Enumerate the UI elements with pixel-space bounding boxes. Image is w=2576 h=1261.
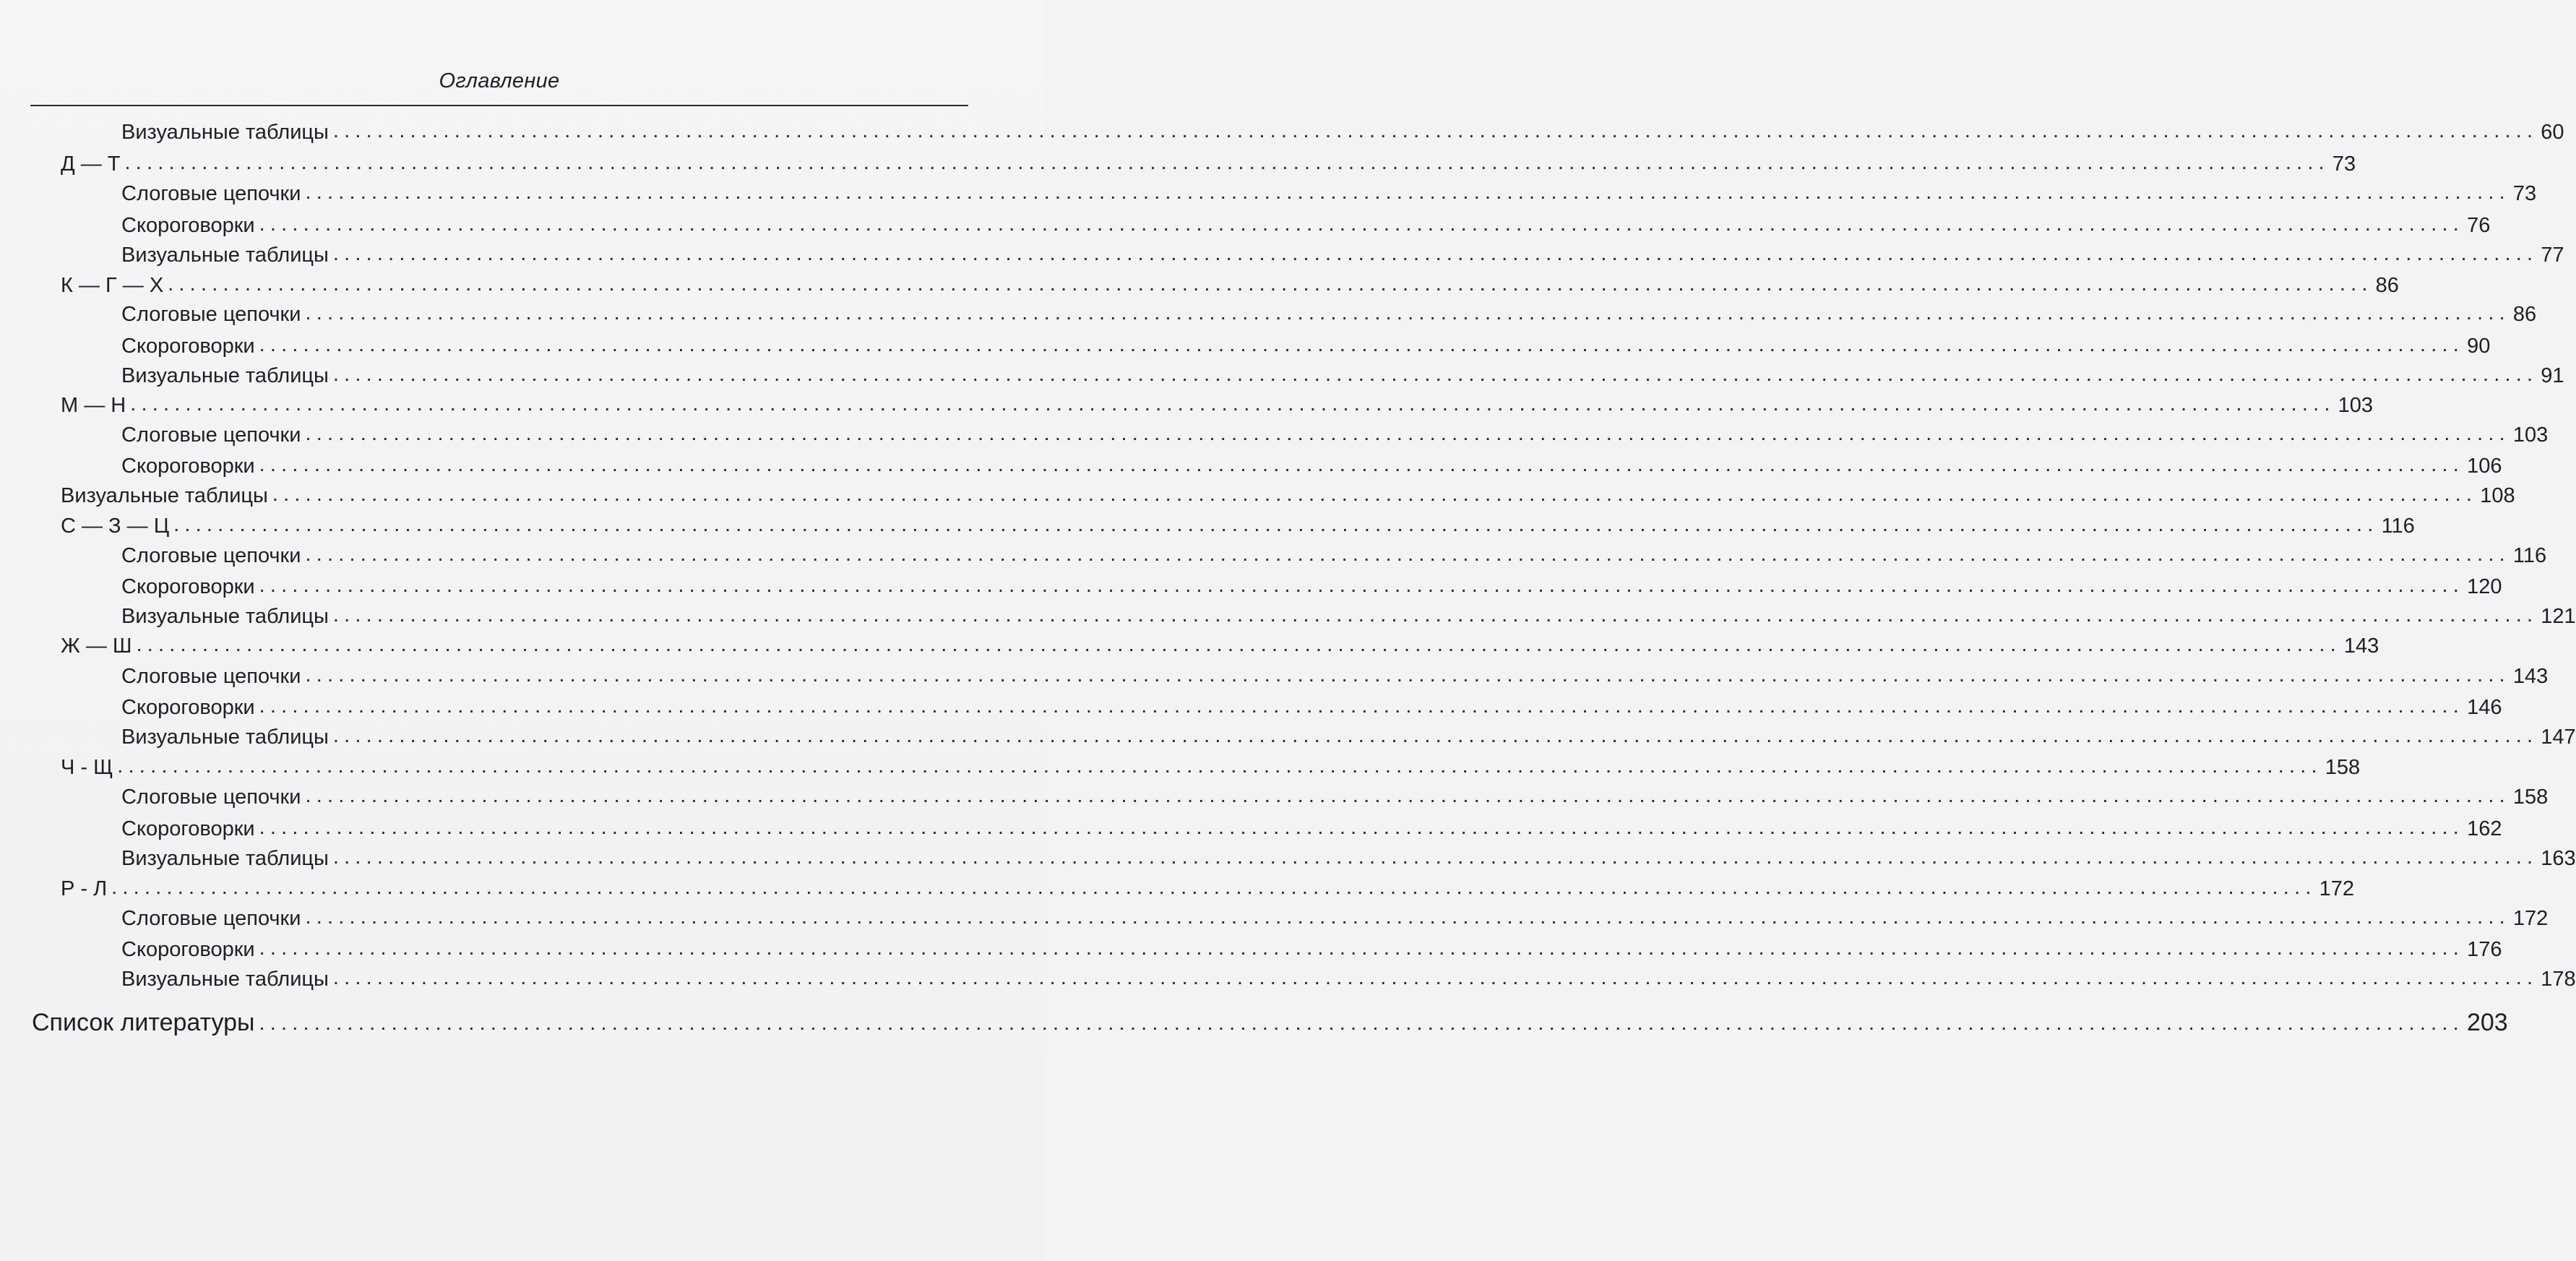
dot-leader: ........................................................................................................................................................................................................ (259, 453, 2465, 476)
toc-entry-label: Список литературы (32, 1009, 255, 1036)
toc-entry-page-number: 178 (2541, 968, 2576, 991)
dot-leader: ........................................................................................................................................................................................................ (305, 543, 2510, 566)
toc-entry-label: Скороговорки (121, 455, 255, 478)
dot-leader: ........................................................................................................................................................................................................ (332, 242, 2538, 265)
toc-entry-label: С — З — Ц (61, 515, 170, 538)
toc-entry-page-number: 172 (2512, 907, 2549, 930)
toc-entry-page-number: 176 (2467, 938, 2502, 961)
header-rule (30, 105, 968, 106)
toc-entry-label: Слоговые цепочки (121, 786, 301, 809)
toc-entry-page-number: 120 (2467, 575, 2502, 598)
toc-entry-label: Скороговорки (121, 575, 255, 598)
toc-entry (0, 718, 2576, 749)
toc-entry-label: Визуальные таблицы (121, 121, 329, 144)
toc-entry-page-number: 106 (2467, 455, 2502, 478)
dot-leader: ........................................................................................................................................................................................................ (332, 724, 2538, 747)
toc-entry-page-number: 73 (2512, 182, 2537, 205)
toc-entry-label: Слоговые цепочки (121, 182, 301, 205)
dot-leader: ........................................................................................................................................................................................................ (272, 483, 2478, 506)
toc-entry (0, 930, 2502, 962)
toc-entry (0, 356, 2564, 388)
toc-entry-page-number: 158 (2512, 786, 2549, 809)
dot-leader: ........................................................................................................................................................................................................ (259, 212, 2465, 236)
toc-entry-page-number: 158 (2325, 756, 2361, 779)
toc-entry-page-number: 60 (2541, 121, 2564, 144)
toc-entry (0, 869, 2354, 901)
dot-leader: ........................................................................................................................................................................................................ (168, 272, 2373, 296)
toc-entry-page-number: 163 (2541, 847, 2576, 870)
toc-entry (0, 536, 2547, 568)
toc-entry-page-number: 73 (2332, 152, 2356, 176)
toc-entry (0, 748, 2361, 780)
toc-entry (0, 447, 2502, 478)
toc-entry-page-number: 103 (2512, 423, 2549, 447)
toc-entry (0, 295, 2537, 327)
toc-entry-label: Р - Л (61, 877, 108, 900)
dot-leader: ........................................................................................................................................................................................................ (332, 603, 2538, 627)
dot-leader: ........................................................................................................................................................................................................ (136, 633, 2341, 656)
toc-entry-label: Скороговорки (121, 335, 255, 358)
dot-leader: ........................................................................................................................................................................................................ (173, 513, 2379, 536)
toc-entry-page-number: 146 (2467, 696, 2502, 719)
dot-leader: ........................................................................................................................................................................................................ (332, 845, 2538, 869)
toc-entry (0, 507, 2415, 538)
toc-entry-label: Слоговые цепочки (121, 907, 301, 930)
page-header-title: Оглавление (439, 69, 560, 92)
toc-entry-label: Скороговорки (121, 214, 255, 237)
dot-leader: ........................................................................................................................................................................................................ (305, 181, 2510, 204)
toc-entry-label: Д — Т (61, 152, 121, 176)
toc-entry-label: К — Г — Х (61, 274, 164, 297)
dot-leader: ........................................................................................................................................................................................................ (332, 966, 2538, 989)
toc-entry (0, 960, 2576, 991)
toc-entry (0, 1001, 2508, 1037)
toc-entry (0, 266, 2399, 298)
toc-entry-label: Визуальные таблицы (121, 847, 329, 870)
toc-entry-page-number: 86 (2375, 274, 2399, 297)
toc-entry-page-number: 108 (2480, 484, 2515, 507)
toc-entry-label: Скороговорки (121, 817, 255, 840)
toc-entry (0, 476, 2515, 508)
toc-entry-label: Слоговые цепочки (121, 423, 301, 447)
toc-entry-label: М — Н (61, 394, 126, 417)
toc-entry (0, 113, 2564, 145)
toc-entry (0, 899, 2549, 931)
dot-leader: ........................................................................................................................................................................................................ (259, 574, 2465, 597)
toc-entry-page-number: 147 (2541, 726, 2576, 749)
toc-entry-label: Скороговорки (121, 696, 255, 719)
toc-entry-label: Визуальные таблицы (121, 244, 329, 267)
dot-leader: ........................................................................................................................................................................................................ (259, 694, 2465, 718)
toc-entry-label: Визуальные таблицы (121, 968, 329, 991)
dot-leader: ........................................................................................................................................................................................................ (124, 151, 2330, 174)
toc-entry (0, 386, 2374, 418)
dot-leader: ........................................................................................................................................................................................................ (305, 422, 2510, 445)
toc-entry (0, 778, 2549, 809)
toc-entry-page-number: 121 (2541, 605, 2576, 628)
toc-entry-label: Визуальные таблицы (121, 605, 329, 628)
toc-entry-label: Слоговые цепочки (121, 303, 301, 326)
toc-entry-label: Слоговые цепочки (121, 665, 301, 688)
toc-entry-label: Скороговорки (121, 938, 255, 961)
toc-entry (0, 327, 2491, 358)
toc-entry (0, 688, 2502, 720)
dot-leader: ........................................................................................................................................................................................................ (259, 816, 2465, 839)
toc-entry (0, 416, 2549, 447)
toc-entry-page-number: 91 (2541, 364, 2564, 387)
toc-entry-page-number: 143 (2343, 634, 2379, 658)
dot-leader: ........................................................................................................................................................................................................ (305, 784, 2510, 807)
toc-entry-page-number: 162 (2467, 817, 2502, 840)
toc-entry (0, 567, 2502, 599)
toc-entry-label: Ч - Щ (61, 756, 113, 779)
dot-leader: ........................................................................................................................................................................................................ (305, 663, 2510, 687)
toc-entry-page-number: 203 (2466, 1009, 2508, 1036)
toc-entry-page-number: 76 (2467, 214, 2491, 237)
toc-entry (0, 236, 2564, 267)
toc-entry (0, 657, 2549, 689)
dot-leader: ........................................................................................................................................................................................................ (305, 301, 2510, 324)
dot-leader: ........................................................................................................................................................................................................ (117, 754, 2322, 778)
dot-leader: ........................................................................................................................................................................................................ (332, 119, 2538, 142)
toc-entry (0, 174, 2537, 206)
toc-entry (0, 809, 2502, 841)
toc-entry-label: Ж — Ш (61, 634, 132, 658)
toc-entry-page-number: 86 (2512, 303, 2537, 326)
toc-entry (0, 145, 2356, 176)
dot-leader: ........................................................................................................................................................................................................ (111, 876, 2317, 899)
dot-leader: ........................................................................................................................................................................................................ (259, 937, 2465, 960)
dot-leader: ........................................................................................................................................................................................................ (332, 363, 2538, 386)
toc-entry-label: Визуальные таблицы (61, 484, 268, 507)
toc-entry-label: Визуальные таблицы (121, 726, 329, 749)
toc-entry (0, 597, 2576, 629)
dot-leader: ........................................................................................................................................................................................................ (259, 333, 2465, 356)
toc-entry (0, 839, 2576, 871)
dot-leader: ........................................................................................................................................................................................................ (130, 392, 2335, 416)
toc-entry-page-number: 103 (2338, 394, 2374, 417)
toc-entry-page-number: 77 (2541, 244, 2564, 267)
toc-entry-page-number: 90 (2467, 335, 2491, 358)
toc-entry-page-number: 143 (2512, 665, 2549, 688)
toc-entry-page-number: 116 (2512, 544, 2547, 567)
toc-entry-label: Визуальные таблицы (121, 364, 329, 387)
toc-entry-page-number: 172 (2319, 877, 2354, 900)
toc-entry-label: Слоговые цепочки (121, 544, 301, 567)
toc-entry-page-number: 116 (2381, 515, 2415, 538)
dot-leader: ........................................................................................................................................................................................................ (259, 1012, 2464, 1035)
dot-leader: ........................................................................................................................................................................................................ (305, 905, 2510, 929)
toc-entry (0, 627, 2379, 658)
toc-entry (0, 206, 2491, 238)
